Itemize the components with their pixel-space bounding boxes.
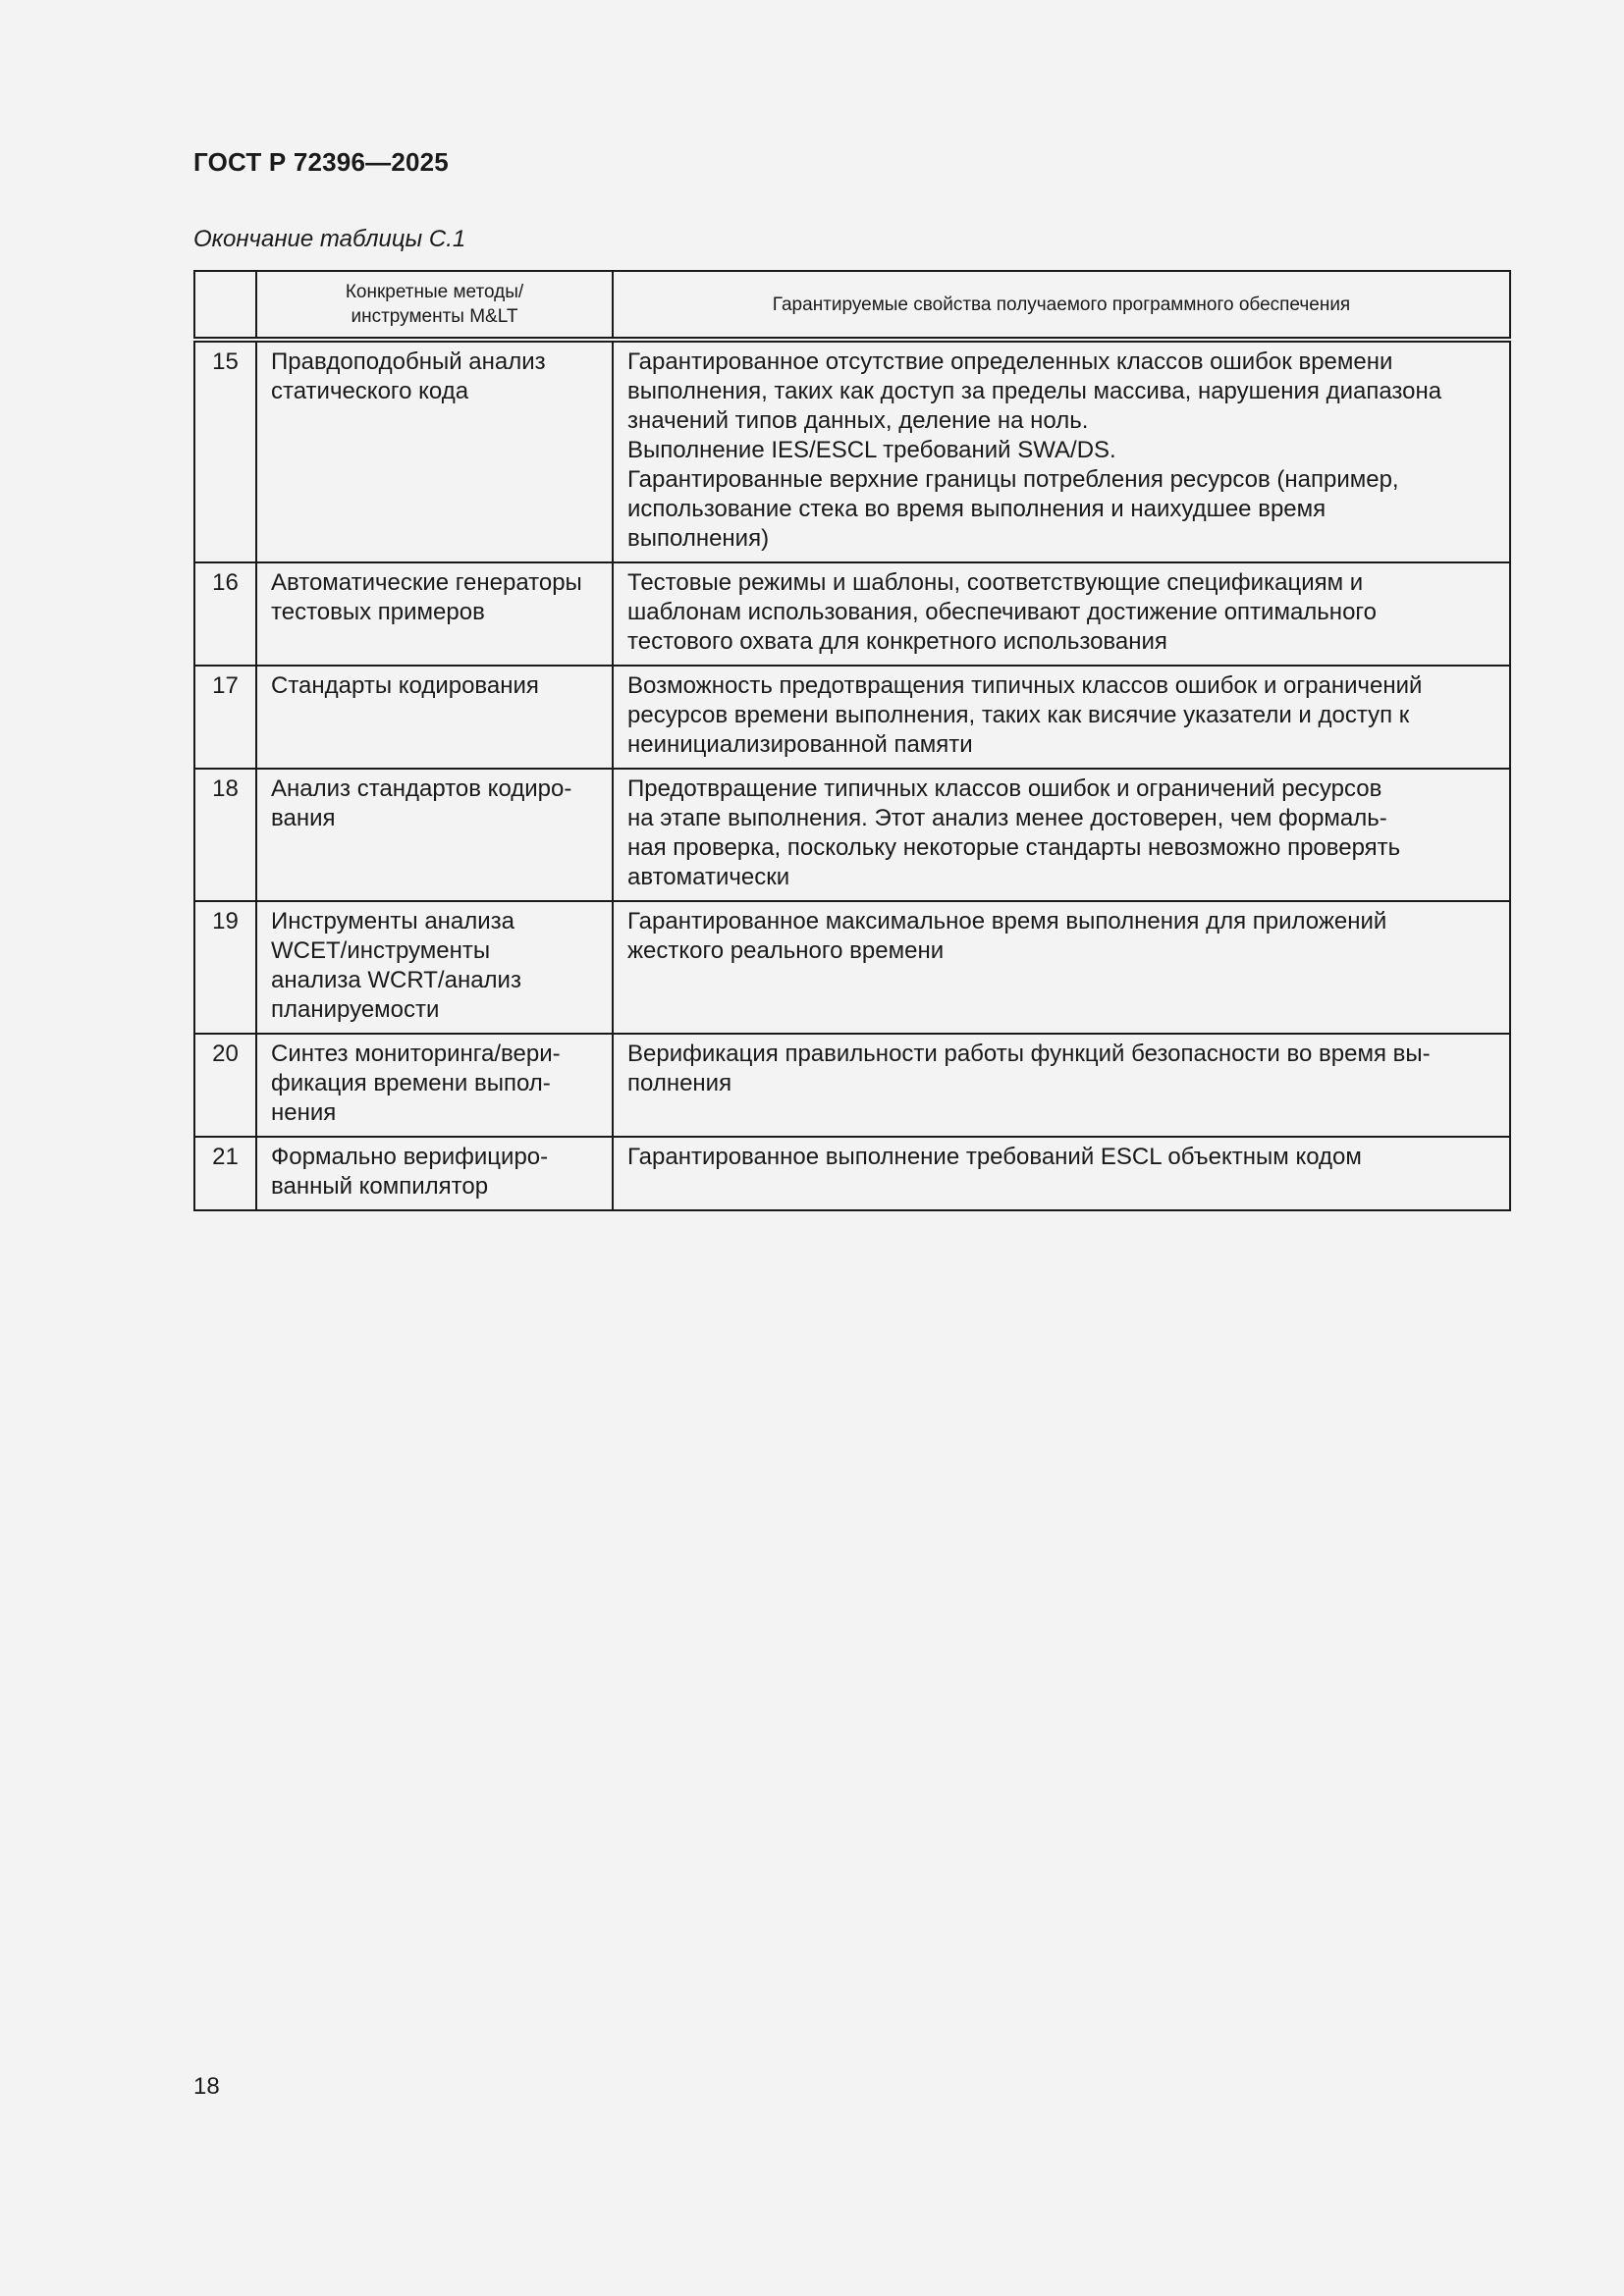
row-number: 15 [194,340,256,562]
table-caption: Окончание таблицы С.1 [193,226,466,252]
table-row [194,1137,1510,1210]
row-method: Синтез мониторинга/вери- фикация времени выпол- нения [256,1034,613,1137]
row-properties: Гарантированное выполнение требований ESCL объектным кодом [613,1137,1510,1210]
table-container [193,270,1509,1211]
table-row [194,1034,1510,1137]
header-cell-properties: Гарантируемые свойства получаемого программного обеспечения [613,271,1510,340]
row-properties: Предотвращение типичных классов ошибок и ограничений ресурсов на этапе выполнения. Этот анализ менее достоверен, чем формаль- ная проверка, поскольку некоторые стандарты невозможно проверять автоматически [613,769,1510,901]
row-number: 19 [194,901,256,1034]
row-properties: Гарантированное максимальное время выполнения для приложений жесткого реального времени [613,901,1510,1034]
table-row [194,901,1510,1034]
row-properties: Тестовые режимы и шаблоны, соответствующие спецификациям и шаблонам использования, обеспечивают достижение оптимального тестового охвата для конкретного использования [613,562,1510,666]
table-header-row [194,271,1510,340]
row-method: Инструменты анализа WCET/инструменты анализа WCRT/анализ планируемости [256,901,613,1034]
header-cell-number [194,271,256,340]
row-properties: Гарантированное отсутствие определенных классов ошибок времени выполнения, таких как доступ за пределы массива, нарушения диапазона значений типов данных, деление на ноль. Выполнение IES/ESCL требований SWA/DS. Гарантированные верхние границы потребления ресурсов (например, использование стека во время выполнения и наихудшее время выполнения) [613,340,1510,562]
header-cell-methods: Конкретные методы/ инструменты M&LT [256,271,613,340]
row-number: 16 [194,562,256,666]
properties-table [193,270,1511,1211]
row-properties: Верификация правильности работы функций безопасности во время вы- полнения [613,1034,1510,1137]
row-method: Формально верифициро- ванный компилятор [256,1137,613,1210]
row-method: Автоматические генераторы тестовых примеров [256,562,613,666]
table-row [194,340,1510,562]
row-properties: Возможность предотвращения типичных классов ошибок и ограничений ресурсов времени выполнения, таких как висячие указатели и доступ к неинициализированной памяти [613,666,1510,769]
row-number: 18 [194,769,256,901]
row-method: Стандарты кодирования [256,666,613,769]
table-row [194,666,1510,769]
page-number: 18 [193,2073,220,2100]
row-method: Анализ стандартов кодиро- вания [256,769,613,901]
row-number: 20 [194,1034,256,1137]
row-number: 17 [194,666,256,769]
table-row [194,562,1510,666]
row-number: 21 [194,1137,256,1210]
document-id-header: ГОСТ Р 72396—2025 [193,147,449,177]
table-row [194,769,1510,901]
row-method: Правдоподобный анализ статического кода [256,340,613,562]
